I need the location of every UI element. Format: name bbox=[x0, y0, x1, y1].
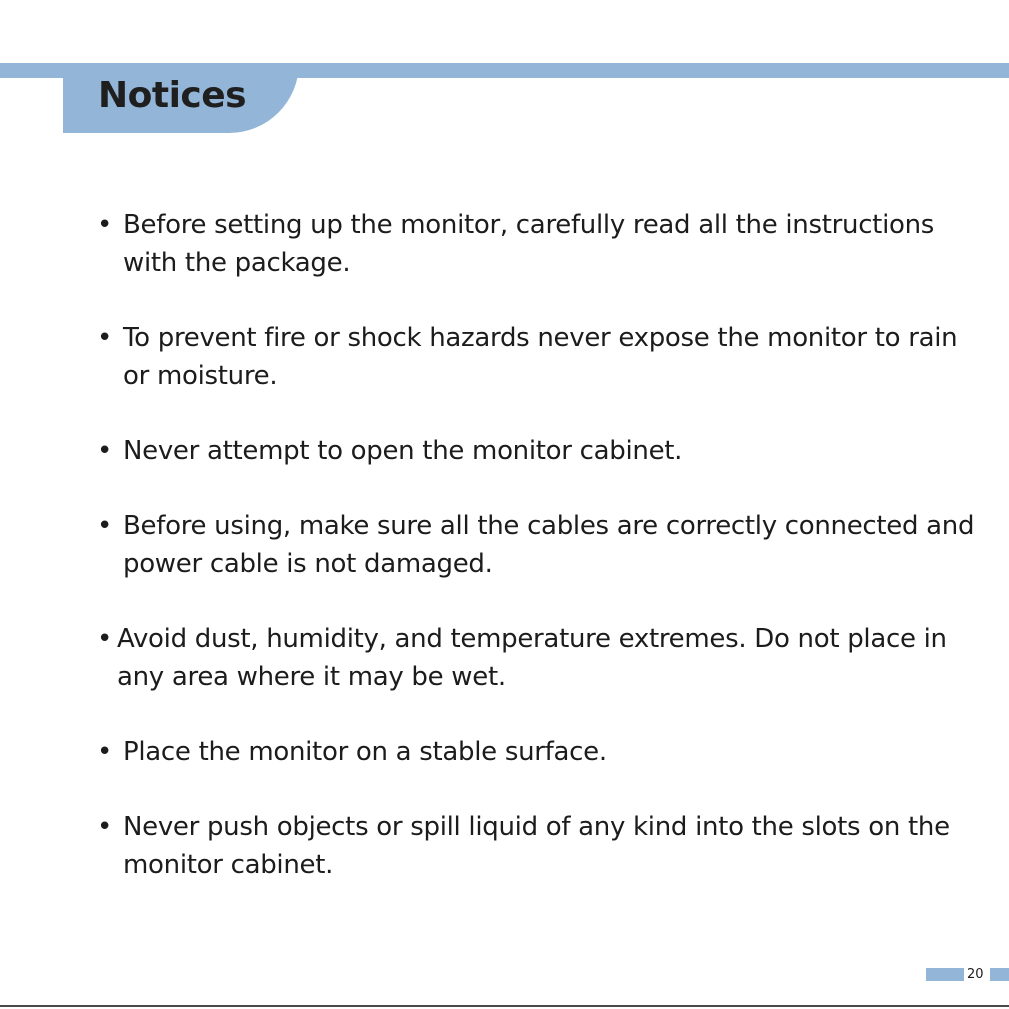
notice-item-7 bbox=[97, 808, 977, 884]
page-number: 20 bbox=[967, 967, 984, 982]
notice-list bbox=[97, 206, 977, 921]
footer-marker-right bbox=[990, 968, 1009, 981]
page-title: Notices bbox=[98, 75, 247, 116]
notice-text: Before using, make sure all the cables are correctly connected and power cable is not damaged. bbox=[123, 511, 975, 579]
notice-text: To prevent fire or shock hazards never expose the monitor to rain or moisture. bbox=[123, 323, 958, 391]
footer-marker-left bbox=[926, 968, 964, 981]
notice-item-4 bbox=[97, 507, 977, 583]
notice-item-6 bbox=[97, 733, 977, 771]
bullet-icon: • bbox=[97, 737, 113, 767]
notice-item-3 bbox=[97, 432, 977, 470]
notice-item-5 bbox=[97, 620, 977, 696]
notice-item-2 bbox=[97, 319, 977, 395]
bullet-icon: • bbox=[97, 812, 113, 842]
bullet-icon: • bbox=[97, 210, 113, 240]
notice-text: Place the monitor on a stable surface. bbox=[123, 737, 607, 767]
notice-text: Never attempt to open the monitor cabinet. bbox=[123, 436, 683, 466]
bullet-icon: • bbox=[97, 323, 113, 353]
notice-text: Never push objects or spill liquid of any kind into the slots on the monitor cabinet. bbox=[123, 812, 950, 880]
bottom-rule bbox=[0, 1005, 1009, 1007]
notice-text: Avoid dust, humidity, and temperature extremes. Do not place in any area where it may be wet. bbox=[117, 624, 947, 692]
notice-text: Before setting up the monitor, carefully read all the instructions with the package. bbox=[123, 210, 935, 278]
notice-item-1 bbox=[97, 206, 977, 282]
bullet-icon: • bbox=[97, 436, 113, 466]
bullet-icon: • bbox=[97, 624, 113, 654]
bullet-icon: • bbox=[97, 511, 113, 541]
